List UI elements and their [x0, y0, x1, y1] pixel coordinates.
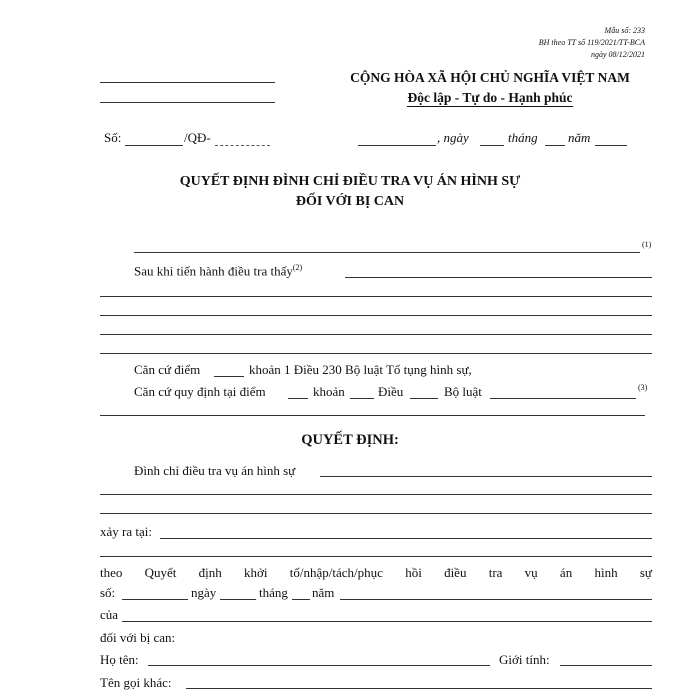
- cua-label: của: [100, 607, 119, 622]
- date-ngay-label: , ngày: [437, 130, 469, 145]
- location-field-2[interactable]: [100, 556, 652, 557]
- basis-2-law-field[interactable]: [490, 398, 636, 399]
- decision-reference-word: định: [198, 565, 222, 580]
- decision-month-field[interactable]: [292, 599, 310, 600]
- decision-heading: QUYẾT ĐỊNH:: [301, 432, 399, 448]
- decision-reference-word: Quyết: [144, 565, 177, 580]
- basis-1-text: khoản 1 Điều 230 Bộ luật Tố tụng hình sự,: [249, 362, 472, 377]
- motto: [330, 90, 650, 106]
- suspend-label: Đình chỉ điều tra vụ án hình sự: [134, 463, 296, 478]
- year-field[interactable]: [595, 145, 627, 146]
- document-title: QUYẾT ĐỊNH ĐÌNH CHỈ ĐIỀU TRA VỤ ÁN HÌNH SỰ: [179, 174, 521, 189]
- decision-reference-word: điều: [444, 565, 467, 580]
- note-3: (3): [638, 383, 648, 392]
- case-field-3[interactable]: [100, 513, 652, 514]
- gender-field[interactable]: [560, 665, 652, 666]
- decision-thang-label: tháng: [259, 585, 288, 600]
- form-number: Mẫu số: 233: [604, 26, 645, 35]
- gender-label: Giới tính:: [499, 652, 550, 667]
- decision-reference-word: theo: [100, 565, 123, 580]
- day-field[interactable]: [480, 145, 504, 146]
- decision-number-field[interactable]: [122, 599, 188, 600]
- authority-field[interactable]: [134, 252, 640, 253]
- note-1: (1): [642, 240, 652, 249]
- document-subtitle: ĐỐI VỚI BỊ CAN: [295, 194, 405, 209]
- decision-reference-word: tra: [488, 565, 503, 580]
- decision-reference-word: hình: [594, 565, 618, 580]
- decision-ngay-label: ngày: [191, 585, 217, 600]
- decision-nam-label: năm: [312, 585, 335, 600]
- suspect-heading: đối với bị can:: [100, 630, 176, 645]
- decision-reference-word: hồi: [405, 565, 422, 580]
- findings-field-2[interactable]: [100, 296, 652, 297]
- basis-2-dieu: Điều: [378, 384, 404, 399]
- investigation-label: [134, 263, 302, 279]
- form-regulation-date: ngày 08/12/2021: [591, 50, 645, 59]
- findings-field-5[interactable]: [100, 353, 652, 354]
- form-number-block: [539, 25, 645, 61]
- location-label: xảy ra tại:: [100, 524, 152, 539]
- issuer-field[interactable]: [122, 621, 652, 622]
- case-field-1[interactable]: [320, 476, 652, 477]
- basis-1-label: Căn cứ điểm: [134, 362, 201, 377]
- basis-2-bo-luat: Bộ luật: [444, 384, 482, 399]
- motto-text: Độc lập - Tự do - Hạnh phúc: [407, 90, 573, 105]
- basis-2-khoan: khoản: [313, 384, 345, 399]
- decision-reference-word: sự: [639, 565, 652, 580]
- qd-code-field[interactable]: [215, 145, 270, 146]
- note-2: (2): [292, 263, 303, 272]
- decision-year-field[interactable]: [340, 599, 652, 600]
- decision-reference-word: khởi: [244, 565, 268, 580]
- so-label: Số:: [104, 130, 122, 145]
- findings-field-4[interactable]: [100, 334, 652, 335]
- findings-field-3[interactable]: [100, 315, 652, 316]
- qd-label: /QĐ-: [184, 130, 211, 145]
- agency-line-1[interactable]: [100, 82, 275, 83]
- basis-2-continuation[interactable]: [100, 415, 645, 416]
- decision-so-label: số:: [100, 585, 116, 600]
- basis-1-point-field[interactable]: [214, 376, 244, 377]
- investigation-text: Sau khi tiến hành điều tra thấy: [134, 263, 293, 279]
- findings-field-1[interactable]: [345, 277, 652, 278]
- alias-field[interactable]: [186, 688, 652, 689]
- basis-2-clause-field[interactable]: [350, 398, 374, 399]
- decision-reference-word: án: [559, 565, 573, 580]
- basis-2-article-field[interactable]: [410, 398, 438, 399]
- name-field[interactable]: [148, 665, 490, 666]
- so-number-field[interactable]: [125, 145, 183, 146]
- decision-reference-row: [100, 565, 652, 581]
- decision-day-field[interactable]: [220, 599, 256, 600]
- agency-line-2[interactable]: [100, 102, 275, 103]
- date-nam-label: năm: [568, 130, 591, 145]
- case-field-2[interactable]: [100, 494, 652, 495]
- month-field[interactable]: [545, 145, 565, 146]
- date-thang-label: tháng: [508, 130, 538, 145]
- decision-reference-word: tố/nhập/tách/phục: [289, 565, 383, 580]
- location-field-1[interactable]: [160, 538, 652, 539]
- national-title: CỘNG HÒA XÃ HỘI CHỦ NGHĨA VIỆT NAM: [350, 70, 630, 85]
- basis-2-point-field[interactable]: [288, 398, 308, 399]
- alias-label: Tên gọi khác:: [100, 675, 172, 690]
- decision-reference-word: vụ: [524, 565, 538, 580]
- basis-2-label: Căn cứ quy định tại điểm: [134, 384, 266, 399]
- place-field[interactable]: [358, 145, 436, 146]
- name-label: Họ tên:: [100, 652, 139, 667]
- form-regulation: BH theo TT số 119/2021/TT-BCA: [538, 38, 645, 47]
